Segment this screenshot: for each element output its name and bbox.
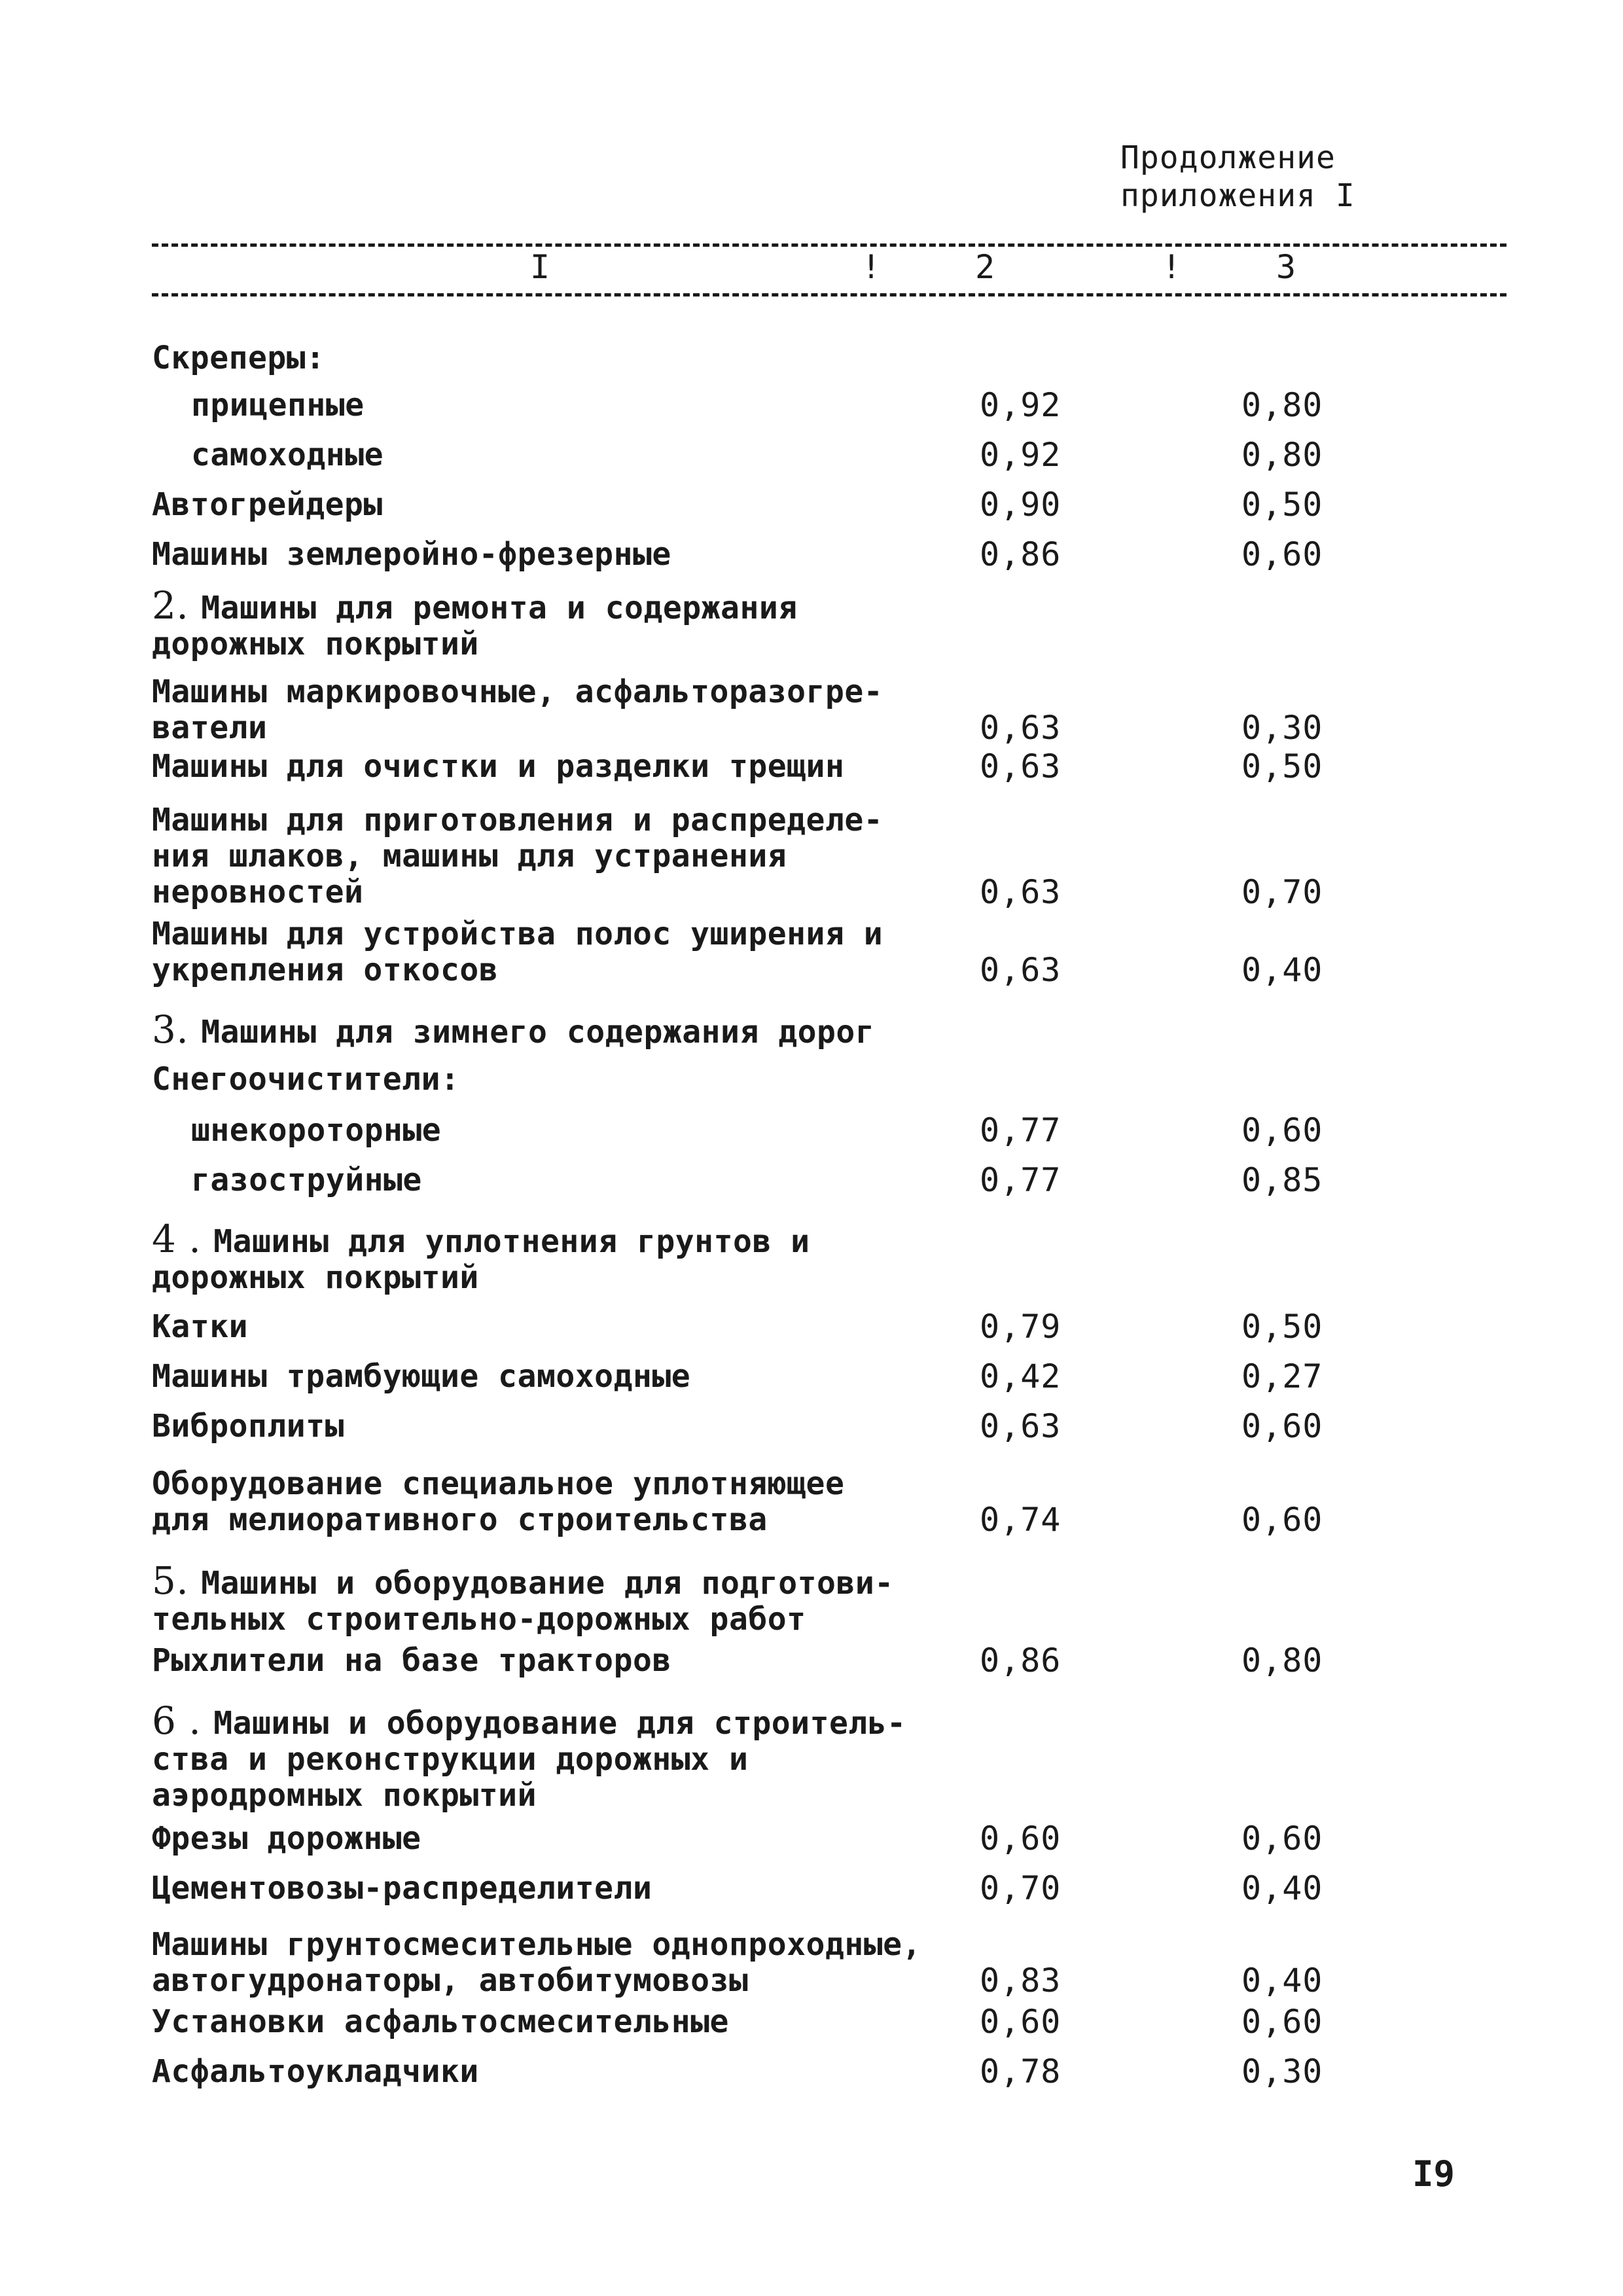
section-number: 2.	[152, 583, 202, 628]
column-header-1: I	[530, 248, 550, 286]
continuation-caption	[1120, 139, 1355, 215]
row-label: Асфальтоукладчики	[152, 2053, 479, 2090]
value-col-2: 0,74	[980, 1501, 1061, 1539]
value-col-2: 0,60	[980, 2003, 1061, 2041]
row-label: Машины маркировочные, асфальторазогре- ватели	[152, 673, 883, 746]
value-col-3: 0,30	[1241, 709, 1323, 747]
page-number: I9	[1412, 2153, 1455, 2195]
value-col-2: 0,63	[980, 951, 1061, 989]
value-col-3: 0,80	[1241, 386, 1323, 424]
value-col-3: 0,50	[1241, 486, 1323, 524]
value-col-2: 0,60	[980, 1820, 1061, 1857]
value-col-3: 0,50	[1241, 747, 1323, 785]
value-col-3: 0,60	[1241, 1820, 1323, 1857]
value-col-3: 0,40	[1241, 1962, 1323, 2000]
section-number: 4 .	[152, 1217, 214, 1261]
row-label: шнекороторные	[191, 1112, 442, 1149]
row-label	[152, 583, 990, 662]
row-label: Машины для приготовления и распределе- ния шлаков, машины для устранения неровностей	[152, 802, 883, 910]
row-label: самоходные	[191, 437, 383, 473]
column-separator-2: !	[1162, 248, 1182, 286]
column-separator-1: !	[861, 248, 882, 286]
value-col-2: 0,63	[980, 1407, 1061, 1445]
value-col-3: 0,60	[1241, 1407, 1323, 1445]
section-number: 3.	[152, 1007, 202, 1052]
row-label: Скреперы:	[152, 340, 325, 376]
row-label: Цементовозы-распределители	[152, 1870, 652, 1907]
value-col-2: 0,90	[980, 486, 1061, 524]
row-label: Оборудование специальное уплотняющее для мелиоративного строительства	[152, 1465, 845, 1538]
column-header-3: 3	[1276, 248, 1296, 286]
row-label: Автогрейдеры	[152, 486, 383, 523]
value-col-3: 0,60	[1241, 1111, 1323, 1149]
table-top-rule	[152, 243, 1507, 247]
section-title: Машины и оборудование для подготови- тельных строительно-дорожных работ	[152, 1565, 894, 1638]
value-col-2: 0,86	[980, 535, 1061, 573]
row-label	[152, 1698, 990, 1814]
row-label: Снегоочистители:	[152, 1061, 460, 1098]
value-col-2: 0,63	[980, 709, 1061, 747]
value-col-2: 0,92	[980, 436, 1061, 474]
row-label: Рыхлители на базе тракторов	[152, 1642, 671, 1679]
value-col-2: 0,77	[980, 1111, 1061, 1149]
value-col-3: 0,80	[1241, 1641, 1323, 1679]
row-label: Установки асфальтосмесительные	[152, 2003, 729, 2040]
column-header-2: 2	[975, 248, 995, 286]
value-col-3: 0,30	[1241, 2053, 1323, 2090]
value-col-3: 0,80	[1241, 436, 1323, 474]
row-label: газоструйные	[191, 1162, 422, 1198]
row-label	[152, 1007, 990, 1052]
value-col-2: 0,92	[980, 386, 1061, 424]
value-col-3: 0,50	[1241, 1308, 1323, 1346]
value-col-2: 0,42	[980, 1357, 1061, 1395]
value-col-2: 0,63	[980, 747, 1061, 785]
value-col-3: 0,70	[1241, 873, 1323, 911]
value-col-3: 0,60	[1241, 2003, 1323, 2041]
value-col-3: 0,40	[1241, 951, 1323, 989]
table-header-rule	[152, 293, 1507, 296]
row-label	[152, 1558, 990, 1638]
row-label	[152, 1217, 990, 1296]
value-col-2: 0,77	[980, 1161, 1061, 1199]
value-col-3: 0,40	[1241, 1869, 1323, 1907]
section-number: 5.	[152, 1558, 202, 1603]
value-col-3: 0,27	[1241, 1357, 1323, 1395]
row-label: Катки	[152, 1308, 248, 1345]
value-col-3: 0,85	[1241, 1161, 1323, 1199]
row-label: Машины землеройно-фрезерные	[152, 536, 671, 573]
value-col-3: 0,60	[1241, 535, 1323, 573]
value-col-2: 0,79	[980, 1308, 1061, 1346]
section-title: Машины для уплотнения грунтов и дорожных покрытий	[152, 1223, 810, 1296]
row-label: Машины для устройства полос уширения и укрепления откосов	[152, 916, 883, 988]
section-number: 6 .	[152, 1698, 214, 1743]
value-col-2: 0,78	[980, 2053, 1061, 2090]
caption-line-2: приложения I	[1120, 177, 1355, 214]
row-label: Фрезы дорожные	[152, 1820, 421, 1857]
row-label: Машины грунтосмесительные однопроходные, автогудронаторы, автобитумовозы	[152, 1926, 921, 1999]
value-col-2: 0,63	[980, 873, 1061, 911]
section-title: Машины для зимнего содержания дорог	[201, 1014, 875, 1050]
value-col-2: 0,86	[980, 1641, 1061, 1679]
value-col-2: 0,70	[980, 1869, 1061, 1907]
caption-line-1: Продолжение	[1120, 139, 1336, 176]
row-label: Машины трамбующие самоходные	[152, 1358, 691, 1395]
section-title: Машины и оборудование для строитель- ства и реконструкции дорожных и аэродромных покрытий	[152, 1705, 906, 1814]
section-title: Машины для ремонта и содержания дорожных покрытий	[152, 590, 798, 662]
value-col-2: 0,83	[980, 1962, 1061, 2000]
row-label: прицепные	[191, 387, 365, 423]
value-col-3: 0,60	[1241, 1501, 1323, 1539]
row-label: Виброплиты	[152, 1408, 344, 1444]
row-label: Машины для очистки и разделки трещин	[152, 748, 845, 785]
